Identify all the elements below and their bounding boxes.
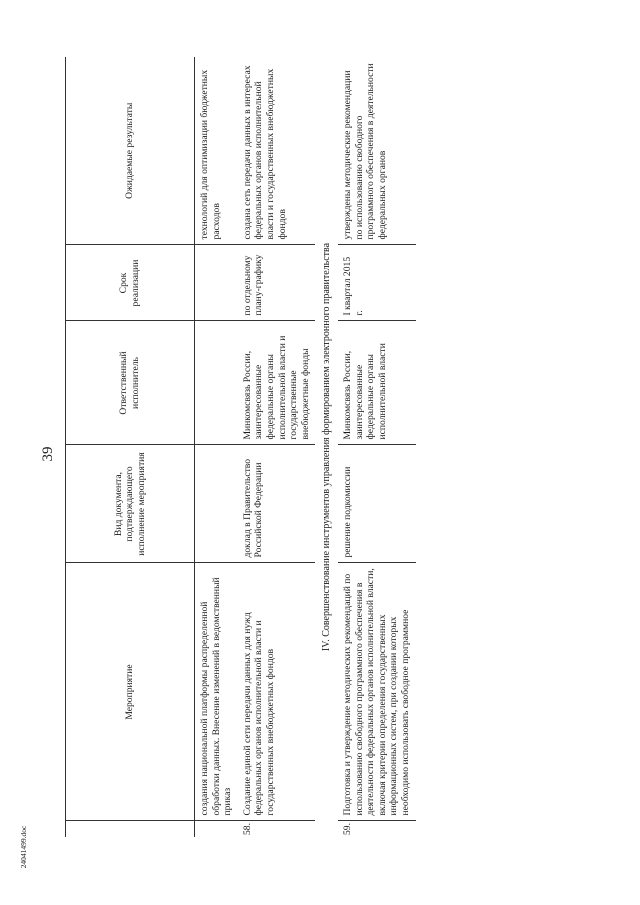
header-event: Мероприятие — [66, 563, 195, 821]
cell-result: технологий для оптимизации бюджетных расходов — [195, 57, 238, 245]
header-document: Вид документа, подтверждающего исполнение мероприятия — [66, 445, 195, 563]
table-row-continuation — [195, 57, 238, 837]
cell-number — [195, 821, 238, 837]
section-heading-row — [315, 57, 338, 837]
document-filename: 24041499.doc — [19, 825, 28, 869]
cell-document: решение подкомиссии — [338, 445, 416, 563]
header-number — [66, 821, 195, 837]
cell-result: создана сеть передачи данных в интересах федеральных органов исполнительной власти и государственных внебюджетных фондов — [238, 57, 316, 245]
header-responsible: Ответственный исполнитель — [66, 321, 195, 445]
cell-term: I квартал 2015 г. — [338, 245, 416, 321]
cell-document: доклад в Правительство Российской Федерации — [238, 445, 316, 563]
cell-term — [195, 245, 238, 321]
header-term: Срок реализации — [66, 245, 195, 321]
cell-responsible: Минкомсвязь России, заинтересованные федеральные органы исполнительной власти — [338, 321, 416, 445]
section-heading: IV. Совершенствование инструментов управления формированием электронного правительства — [321, 242, 333, 652]
table-row-58 — [238, 57, 316, 837]
cell-event: Создание единой сети передачи данных для нужд федеральных органов исполнительной власти и государственных внебюджетных фондов — [238, 563, 316, 821]
cell-term: по отдельному плану-графику — [238, 245, 316, 321]
events-table — [65, 57, 416, 837]
table-header-row — [66, 57, 195, 837]
cell-event: Подготовка и утверждение методических рекомендаций по использованию свободного программного обеспечения в деятельности федеральных органов исполнительной власти, включая критерии определения государственных информационных систем, при создании которых необходимо использовать свободное программное — [338, 563, 416, 821]
rotated-document — [65, 57, 575, 837]
cell-responsible: Минкомсвязь России, заинтересованные федеральные органы исполнительной власти и государственные внебюджетные фонды — [238, 321, 316, 445]
page-number: 39 — [40, 446, 56, 462]
table-row-59 — [338, 57, 416, 837]
cell-result: утверждены методические рекомендации по использованию свободного программного обеспечения в деятельности федеральных органов — [338, 57, 416, 245]
cell-event: создания национальной платформы распределенной обработки данных. Внесение изменений в ведомственный приказ — [195, 563, 238, 821]
cell-document — [195, 445, 238, 563]
cell-number: 58. — [241, 823, 253, 835]
cell-number: 59. — [341, 823, 353, 835]
header-result: Ожидаемые результаты — [66, 57, 195, 245]
cell-responsible — [195, 321, 238, 445]
